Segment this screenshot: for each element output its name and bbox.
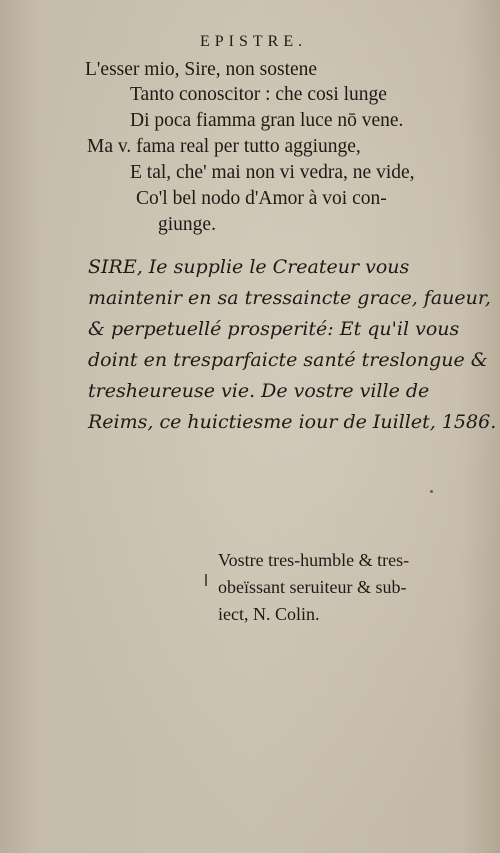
signature-line: iect, N. Colin.: [218, 604, 320, 624]
paper-speck: [430, 490, 433, 493]
prose-line: SIRE, Ie supplie le Createur vous: [88, 256, 410, 278]
verse-line: Di poca fiamma gran luce nō vene.: [130, 110, 404, 131]
verse-line: Co'l bel nodo d'Amor à voi con-: [136, 188, 387, 209]
prose-line: Reims, ce huictiesme iour de Iuillet, 1586.: [88, 411, 497, 433]
verse-line: giunge.: [158, 214, 216, 235]
signature-line: obeïssant seruiteur & sub-: [218, 577, 407, 597]
ink-mark: [205, 574, 207, 586]
verse-line: Ma v. fama real per tutto aggiunge,: [87, 136, 361, 157]
prose-line: & perpetuellé prosperité: Et qu'il vous: [88, 318, 460, 340]
verse-line: E tal, che' mai non vi vedra, ne vide,: [130, 162, 415, 183]
prose-line: tresheureuse vie. De vostre ville de: [88, 380, 430, 402]
signature-block: [218, 547, 488, 628]
prose-line: doint en tresparfaicte santé treslongue &: [88, 349, 488, 371]
running-header: EPISTRE.: [200, 33, 308, 50]
verse-line: Tanto conoscitor : che cosi lunge: [130, 84, 387, 105]
verse-line: L'esser mio, Sire, non sostene: [85, 59, 318, 80]
dedication-paragraph: [88, 252, 497, 438]
prose-line: maintenir en sa tressaincte grace, faueur,: [88, 287, 491, 309]
signature-line: Vostre tres-humble & tres-: [218, 550, 410, 570]
